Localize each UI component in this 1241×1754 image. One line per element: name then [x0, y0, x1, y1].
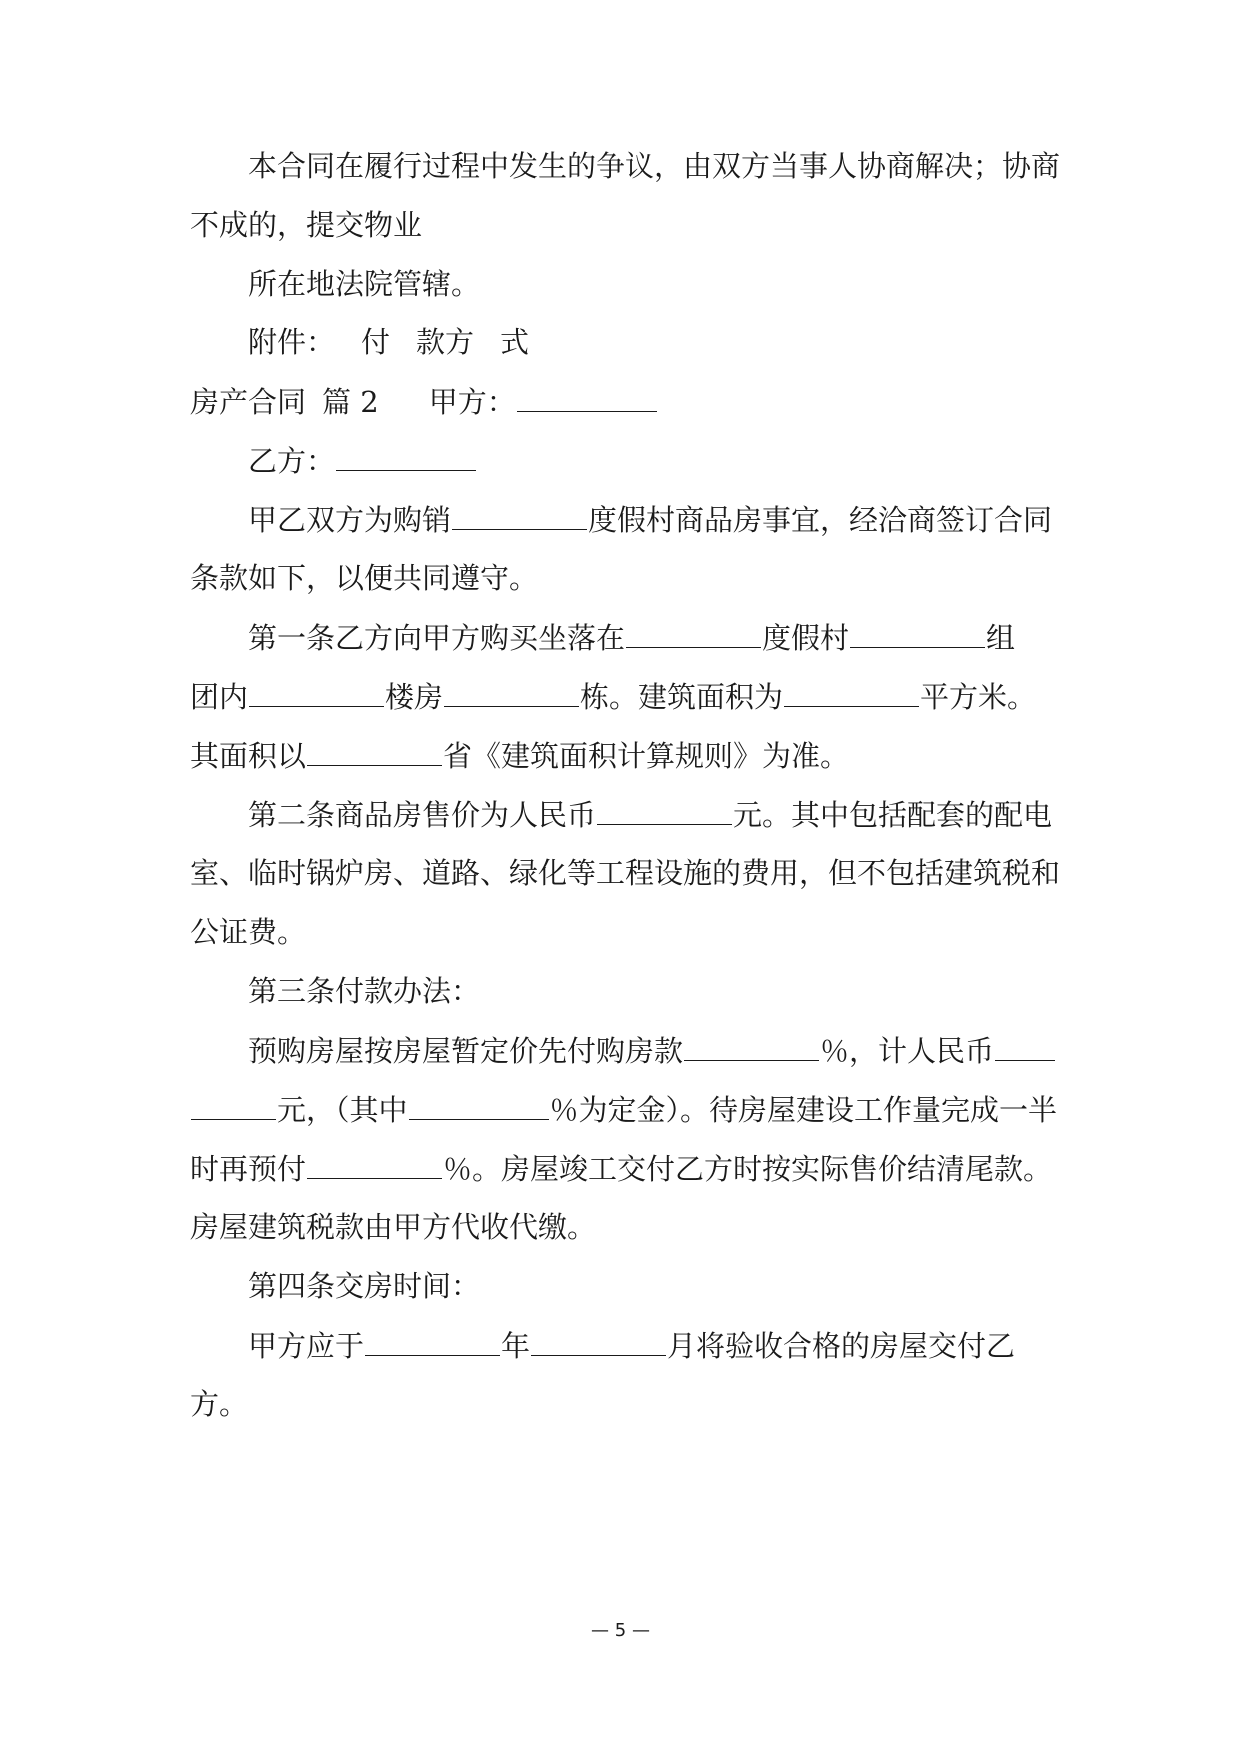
price-blank: [597, 794, 732, 825]
article-2: [248, 794, 1052, 834]
text: 栋。建筑面积为: [580, 680, 784, 714]
party-b-blank: [336, 440, 476, 471]
percent-blank: [684, 1030, 819, 1061]
text: 省《建筑面积计算规则》为准。: [443, 739, 850, 773]
party-a-blank: [517, 381, 657, 412]
text: 方。: [190, 1387, 249, 1421]
text: 组: [986, 621, 1016, 655]
article-3-payment-cont2: [190, 1148, 1052, 1188]
paragraph-jurisdiction: [248, 264, 480, 304]
article-4-delivery: [248, 1325, 1015, 1365]
party-b-line: [248, 440, 477, 480]
text: 条款如下，以便共同遵守。: [190, 561, 539, 595]
article-1-cont2: [190, 735, 849, 775]
article-4-delivery-cont: [190, 1384, 248, 1424]
text: 甲方：: [428, 385, 516, 419]
text: 款方: [416, 325, 475, 359]
text: 第四条交房时间：: [248, 1269, 481, 1303]
text: 预购房屋按房屋暂定价先付购房款: [248, 1034, 684, 1068]
text: 时再预付: [190, 1152, 307, 1186]
article-1: [248, 617, 1015, 657]
page-number: — 5 —: [591, 1620, 650, 1641]
text: 室、临时锅炉房、道路、绿化等工程设施的费用，但不包括建筑税和: [190, 856, 1061, 890]
paragraph-dispute: [248, 146, 1060, 186]
article-4: [248, 1266, 480, 1306]
text: 篇 2: [322, 385, 379, 419]
article-3-payment-cont: [190, 1089, 1057, 1129]
paragraph-intro-cont: [190, 558, 538, 598]
text: 度假村: [762, 621, 850, 655]
text: 第二条商品房售价为人民币: [248, 798, 597, 832]
month-blank: [531, 1325, 666, 1356]
text: ％，计人民币: [820, 1034, 995, 1068]
amount-blank: [995, 1030, 1055, 1061]
text: 月将验收合格的房屋交付乙: [667, 1329, 1016, 1363]
text: 甲方应于: [248, 1329, 365, 1363]
area-blank: [784, 676, 919, 707]
text: 房屋建筑税款由甲方代收代缴。: [190, 1210, 597, 1244]
text: 度假村商品房事宜，经洽商签订合同: [588, 503, 1053, 537]
group-blank: [850, 617, 985, 648]
article-1-cont: [190, 676, 1036, 716]
text: 平方米。: [920, 680, 1037, 714]
article-2-cont2: [190, 912, 306, 952]
article-3-payment: [248, 1030, 1056, 1070]
amount-blank-cont: [191, 1089, 276, 1120]
text: ％为定金）。待房屋建设工作量完成一半: [549, 1093, 1058, 1127]
text: 甲乙双方为购销: [248, 503, 452, 537]
text: 附件：: [248, 325, 336, 359]
contract-heading: [190, 381, 658, 421]
text: 公证费。: [190, 915, 307, 949]
text: 乙方：: [248, 444, 336, 478]
text: 本合同在履行过程中发生的争议，由双方当事人协商解决；协商: [248, 149, 1061, 183]
text: 第一条乙方向甲方购买坐落在: [248, 621, 626, 655]
text: 所在地法院管辖。: [248, 267, 481, 301]
building-blank: [249, 676, 384, 707]
deposit-blank: [409, 1089, 549, 1120]
resort-blank: [452, 499, 587, 530]
unit-blank: [444, 676, 579, 707]
text: 式: [500, 325, 530, 359]
article-3-tax: [190, 1207, 596, 1247]
text: 房产合同: [190, 385, 307, 419]
text: 不成的，提交物业: [190, 208, 423, 242]
text: 楼房: [385, 680, 444, 714]
text: 团内: [190, 680, 249, 714]
year-blank: [365, 1325, 500, 1356]
paragraph-dispute-cont: [190, 205, 422, 245]
location-blank: [626, 617, 761, 648]
text: 其面积以: [190, 739, 307, 773]
text: 付: [361, 325, 391, 359]
text: 元，（其中: [277, 1093, 408, 1127]
province-blank: [307, 735, 442, 766]
second-payment-blank: [307, 1148, 442, 1179]
text: 元。其中包括配套的配电: [733, 798, 1053, 832]
paragraph-attachment: [248, 322, 529, 362]
text: 第三条付款办法：: [248, 974, 481, 1008]
paragraph-intro: [248, 499, 1052, 539]
article-2-cont: [190, 853, 1060, 893]
text: 年: [501, 1329, 531, 1363]
article-3: [248, 971, 480, 1011]
text: ％。房屋竣工交付乙方时按实际售价结清尾款。: [443, 1152, 1053, 1186]
